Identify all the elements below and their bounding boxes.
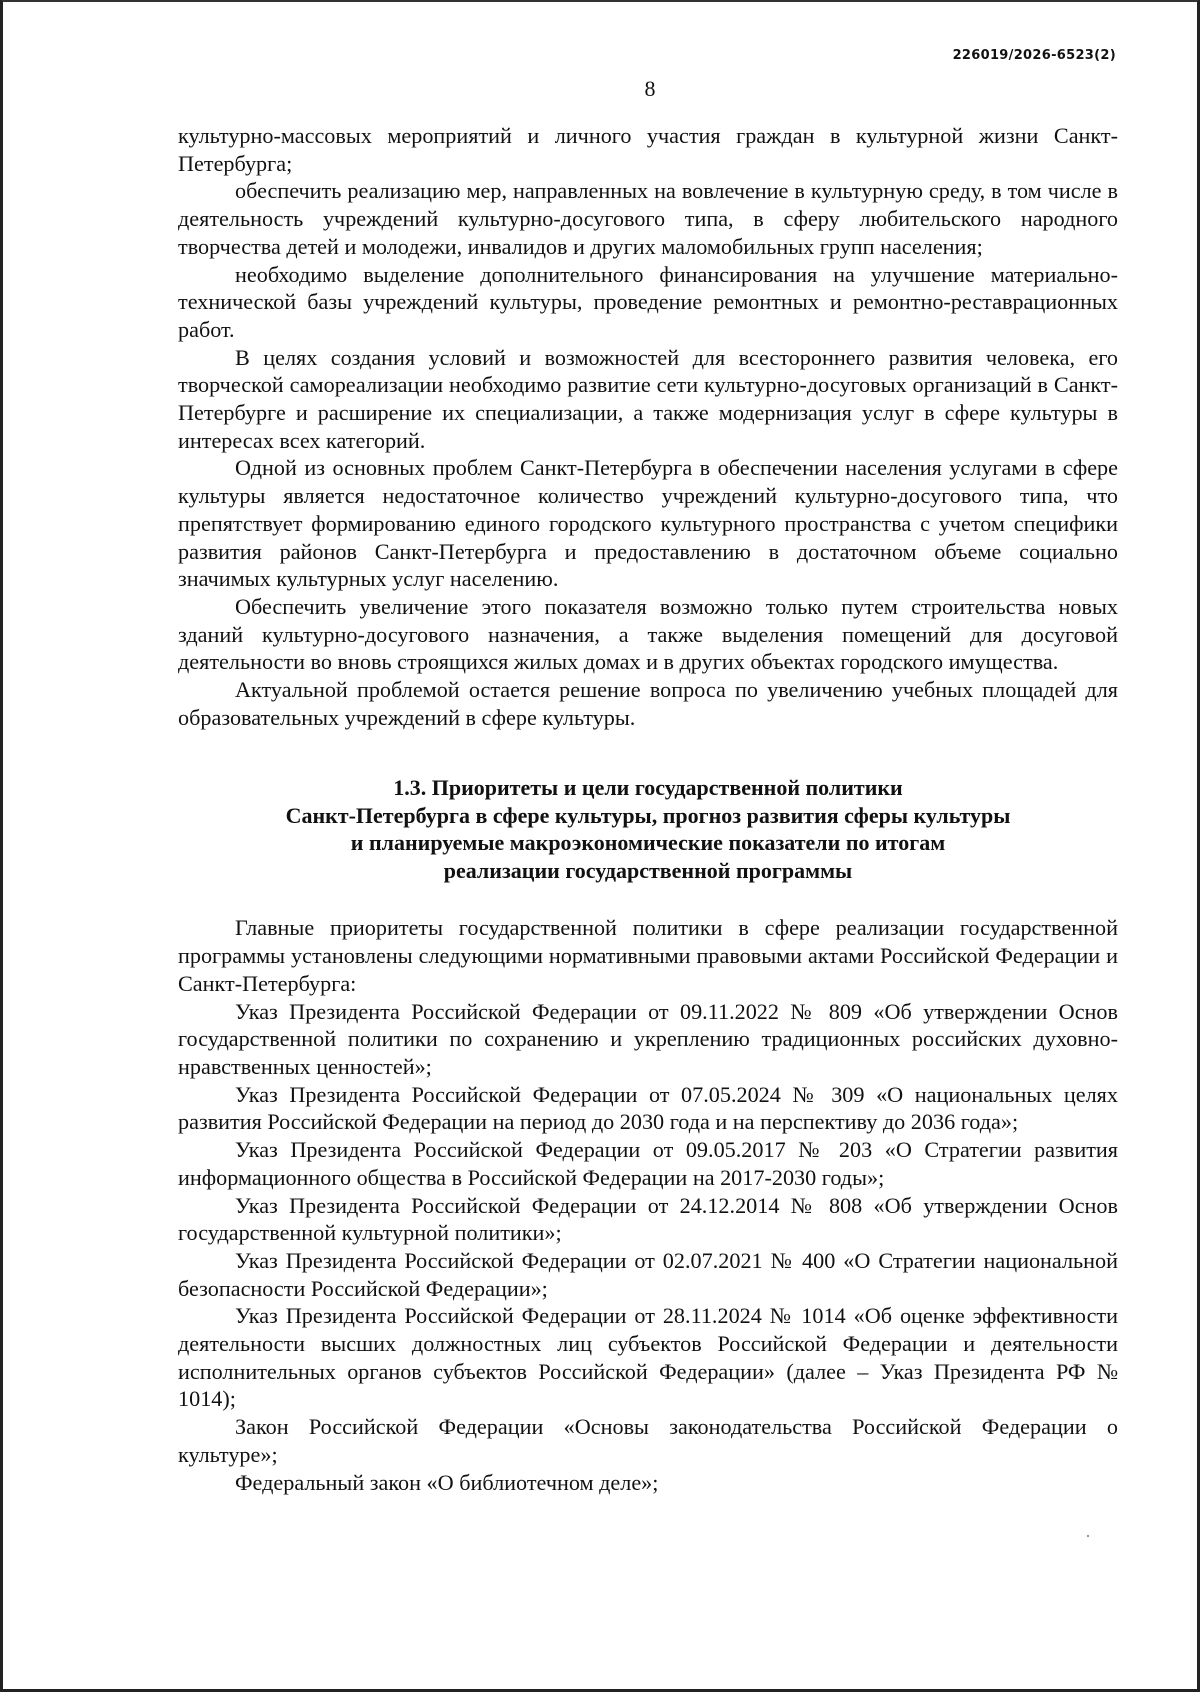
section-heading-line: и планируемые макроэкономические показатели по итогам bbox=[350, 830, 946, 856]
paragraph: Обеспечить увеличение этого показателя возможно только путем строительства новых зданий культурно-досугового назначения, а также выделения помещений для досуговой деятельности во вновь строящихся жилых домах и в других объектах городского имущества. bbox=[178, 593, 1118, 675]
document-id: 226019/2026-6523(2) bbox=[952, 48, 1116, 63]
paragraph: обеспечить реализацию мер, направленных на вовлечение в культурную среду, в том числе в деятельность учреждений культурно-досугового типа, в сферу любительского народного творчества детей и молодежи, инвалидов и других маломобильных групп населения; bbox=[178, 178, 1118, 259]
section-heading-line: реализации государственной программы bbox=[443, 857, 853, 883]
paragraph: необходимо выделение дополнительного финансирования на улучшение материально-технической базы учреждений культуры, проведение ремонтных и ремонтно-реставрационных работ. bbox=[178, 261, 1118, 342]
list-item: Указ Президента Российской Федерации от 07.05.2024 № 309 «О национальных целях развития Российской Федерации на период до 2030 года и на перспективу до 2036 года»; bbox=[178, 1081, 1118, 1135]
list-item: Указ Президента Российской Федерации от 28.11.2024 № 1014 «Об оценке эффективности деятельности высших должностных лиц субъектов Российской Федерации и деятельности исполнительных органов субъектов Российской Федерации» (далее – Указ Президента РФ № 1014); bbox=[178, 1303, 1118, 1412]
list-item: Закон Российской Федерации «Основы законодательства Российской Федерации о культуре»; bbox=[178, 1414, 1118, 1467]
list-item: Указ Президента Российской Федерации от 24.12.2014 № 808 «Об утверждении Основ государственной культурной политики»; bbox=[178, 1192, 1118, 1246]
paragraph: Главные приоритеты государственной политики в сфере реализации государственной программы установлены следующими нормативными правовыми актами Российской Федерации и Санкт-Петербурга: bbox=[178, 915, 1118, 996]
paragraph: Одной из основных проблем Санкт-Петербурга в обеспечении населения услугами в сфере культуры является недостаточное количество учреждений культурно-досугового типа, что препятствует формированию единого городского культурного пространства с учетом специфики развития районов Санкт-Петербурга и предоставлению в достаточном объеме социально значимых культурных услуг населению. bbox=[178, 455, 1118, 592]
section-heading bbox=[178, 731, 1118, 914]
paragraph: Актуальной проблемой остается решение вопроса по увеличению учебных площадей для образовательных учреждений в сфере культуры. bbox=[178, 677, 1118, 730]
section-heading-line: 1.3. Приоритеты и цели государственной политики bbox=[393, 775, 903, 801]
list-item: Указ Президента Российской Федерации от 02.07.2021 № 400 «О Стратегии национальной безопасности Российской Федерации»; bbox=[178, 1247, 1118, 1301]
document-body bbox=[178, 122, 1118, 1496]
scan-speck bbox=[1087, 1535, 1089, 1537]
list-item: Указ Президента Российской Федерации от 09.05.2017 № 203 «О Стратегии развития информационного общества в Российской Федерации на 2017-2030 годы»; bbox=[178, 1137, 1118, 1190]
list-item: Федеральный закон «О библиотечном деле»; bbox=[235, 1469, 659, 1495]
section-heading-line: Санкт-Петербурга в сфере культуры, прогноз развития сферы культуры bbox=[285, 802, 1011, 828]
page-number: 8 bbox=[644, 76, 656, 101]
paragraph: культурно-массовых мероприятий и личного участия граждан в культурной жизни Санкт-Петербурга; bbox=[178, 123, 1118, 176]
list-item: Указ Президента Российской Федерации от 09.11.2022 № 809 «Об утверждении Основ государственной политики по сохранению и укреплению традиционных российских духовно-нравственных ценностей»; bbox=[178, 998, 1118, 1079]
paragraph: В целях создания условий и возможностей для всестороннего развития человека, его творческой самореализации необходимо развитие сети культурно-досуговых организаций в Санкт-Петербурге и расширение их специализации, а также модернизация услуг в сфере культуры в интересах всех категорий. bbox=[178, 344, 1118, 453]
